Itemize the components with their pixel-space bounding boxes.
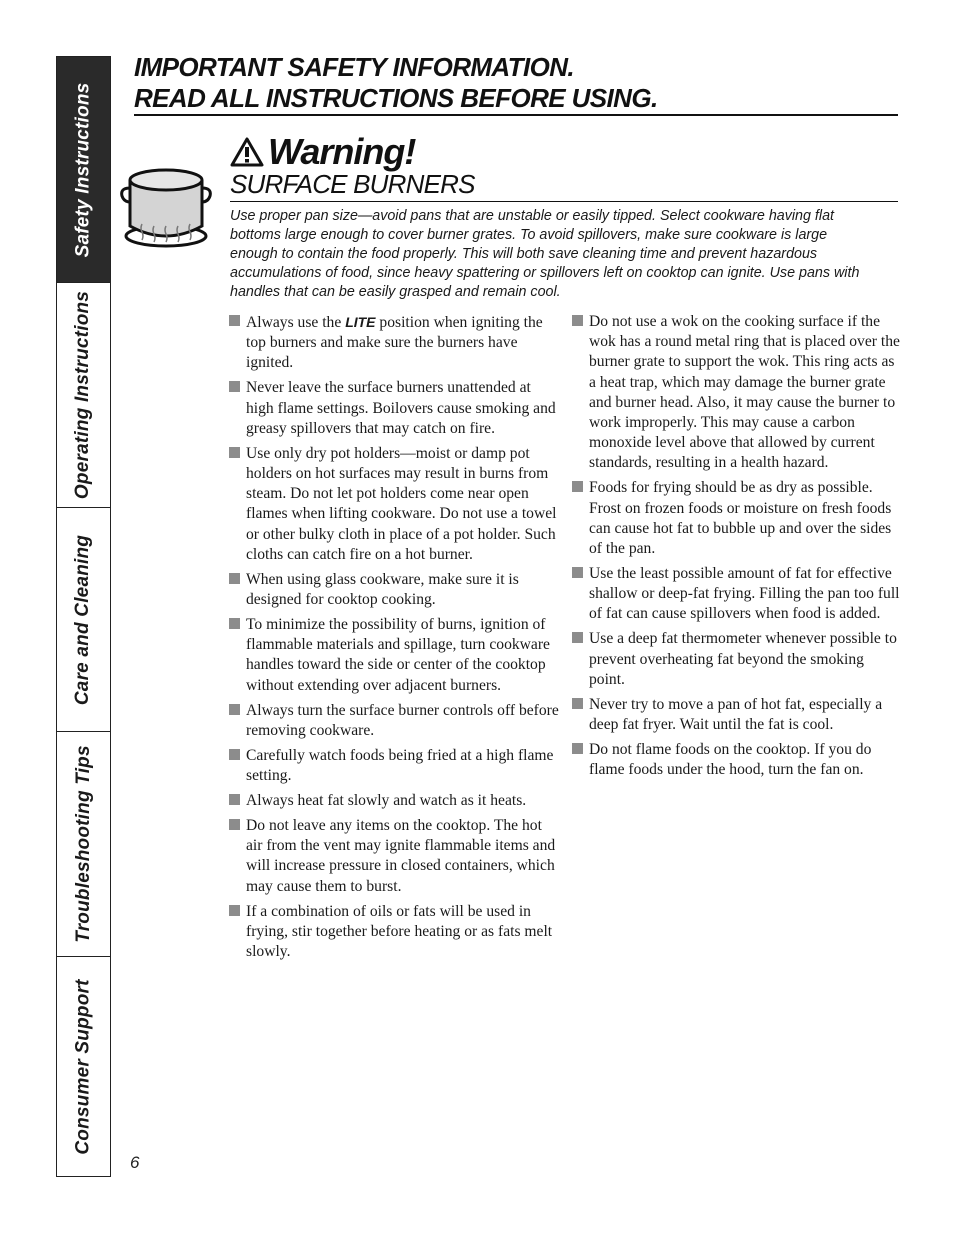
page-header bbox=[134, 52, 898, 114]
page-number: 6 bbox=[130, 1153, 140, 1172]
tab-label: Operating Instructions bbox=[72, 290, 94, 500]
subtitle-divider bbox=[230, 201, 898, 202]
hot-pot-icon bbox=[120, 162, 212, 252]
section-subtitle: SURFACE BURNERS bbox=[230, 169, 475, 199]
left-column bbox=[229, 312, 559, 967]
bullet-square-icon bbox=[572, 567, 583, 578]
list-item bbox=[229, 816, 559, 897]
list-item bbox=[229, 444, 559, 565]
warning-triangle-icon bbox=[230, 137, 264, 167]
list-item-text: Do not use a wok on the cooking surface if the wok has a round metal ring that is placed over the burner grate to support the wok. This ring acts as a heat trap, which may damage the burner grate and burner head. Also, it may cause the burner to work improperly. This may cause a carbon monoxide level above that allowed by current standards, resulting in a health hazard. bbox=[589, 313, 900, 472]
intro-paragraph: Use proper pan size—avoid pans that are unstable or easily tipped. Select cookware having flat bottoms large enough to cover burner grates. To avoid spillovers, make sure cookware is large enough to contain the food properly. This will both save cleaning time and prevent hazardous accumulations of food, since heavy spattering or spillovers left on cooktop can ignite. Use pans with handles that can be easily grasped and remain cool. bbox=[230, 208, 860, 300]
list-item-text: Do not flame foods on the cooktop. If you do flame foods under the hood, turn the fan on. bbox=[589, 741, 872, 779]
list-item bbox=[229, 312, 559, 374]
bullet-square-icon bbox=[572, 698, 583, 709]
list-item bbox=[572, 740, 902, 780]
tab-troubleshooting-tips[interactable] bbox=[57, 732, 110, 957]
list-item bbox=[229, 378, 559, 439]
tab-consumer-support[interactable] bbox=[57, 957, 110, 1176]
list-item bbox=[229, 746, 559, 786]
list-item-text: When using glass cookware, make sure it is designed for cooktop cooking. bbox=[246, 570, 519, 609]
header-line-2: READ ALL INSTRUCTIONS BEFORE USING. bbox=[134, 83, 658, 113]
bullet-square-icon bbox=[572, 481, 583, 492]
bullet-square-icon bbox=[572, 632, 583, 643]
list-item-text: Use the least possible amount of fat for effective shallow or deep-fat frying. Filling the pan too full of fat can cause spillovers when food is added. bbox=[589, 565, 900, 623]
bullet-square-icon bbox=[229, 794, 240, 805]
header-line-1: IMPORTANT SAFETY INFORMATION. bbox=[134, 52, 574, 82]
list-item-text: Carefully watch foods being fried at a high flame setting. bbox=[246, 746, 554, 785]
list-item-text: Always turn the surface burner controls off before removing cookware. bbox=[246, 701, 559, 739]
list-item bbox=[229, 570, 559, 610]
right-column bbox=[572, 312, 902, 785]
bullet-square-icon bbox=[229, 819, 240, 830]
bullet-square-icon bbox=[229, 618, 240, 629]
list-item bbox=[229, 615, 559, 696]
list-item-text: If a combination of oils or fats will be used in frying, stir together before heating or as fats melt slowly. bbox=[246, 902, 553, 961]
tab-label: Consumer Support bbox=[72, 978, 94, 1155]
bullet-square-icon bbox=[229, 905, 240, 916]
list-item bbox=[572, 629, 902, 690]
bullet-square-icon bbox=[229, 704, 240, 715]
list-item-text-before: Always use the bbox=[246, 314, 346, 331]
bullet-square-icon bbox=[572, 743, 583, 754]
list-item bbox=[229, 701, 559, 741]
list-item bbox=[572, 478, 902, 559]
bullet-square-icon bbox=[572, 315, 583, 326]
bullet-square-icon bbox=[229, 315, 240, 326]
list-item-text: Never leave the surface burners unattended at high flame settings. Boilovers cause smoking and greasy spillovers that may catch on fire. bbox=[246, 379, 556, 437]
list-item bbox=[572, 564, 902, 625]
list-item-text: Do not leave any items on the cooktop. The hot air from the vent may ignite flammable items and will increase pressure in closed containers, which may cause them to burst. bbox=[246, 817, 556, 895]
bullet-square-icon bbox=[229, 573, 240, 584]
tab-care-and-cleaning[interactable] bbox=[57, 508, 110, 732]
list-item bbox=[229, 791, 559, 811]
list-item-text: Foods for frying should be as dry as possible. Frost on frozen foods or moisture on fresh foods can cause hot fat to bubble up and over the sides of the pan. bbox=[589, 479, 892, 558]
tab-label: Troubleshooting Tips bbox=[72, 745, 94, 943]
tab-safety-instructions[interactable] bbox=[57, 57, 110, 283]
tab-label: Care and Cleaning bbox=[72, 534, 94, 705]
list-item-text-after: position when igniting the top burners and make sure the burners have ignited. bbox=[246, 314, 543, 372]
bullet-square-icon bbox=[229, 447, 240, 458]
list-item-text: Use only dry pot holders—moist or damp pot holders on hot surfaces may result in burns from steam. Do not let pot holders come near open flames when lifting cookware. Do not use a towel or other bulky cloth in place of a pot holder. Such cloths can catch fire on a hot burner. bbox=[246, 444, 557, 563]
tab-operating-instructions[interactable] bbox=[57, 283, 110, 508]
tab-label: Safety Instructions bbox=[72, 82, 94, 257]
header-divider bbox=[134, 114, 898, 116]
list-item-text: Use a deep fat thermometer whenever possible to prevent overheating fat beyond the smoking point. bbox=[589, 630, 897, 688]
lite-setting-label: LITE bbox=[345, 314, 376, 330]
list-item-text: Never try to move a pan of hot fat, especially a deep fat fryer. Wait until the fat is cool. bbox=[589, 695, 883, 734]
list-item-text: Always heat fat slowly and watch as it heats. bbox=[246, 792, 527, 810]
warning-title: Warning! bbox=[268, 131, 416, 172]
bullet-square-icon bbox=[229, 749, 240, 760]
list-item bbox=[229, 902, 559, 963]
bullet-square-icon bbox=[229, 381, 240, 392]
list-item-text: To minimize the possibility of burns, ignition of flammable materials and spillage, turn cookware handles toward the side or center of the cooktop without extending over adjacent burners. bbox=[246, 616, 550, 694]
section-tabs bbox=[56, 56, 111, 1177]
list-item bbox=[572, 695, 902, 735]
list-item bbox=[572, 312, 902, 474]
